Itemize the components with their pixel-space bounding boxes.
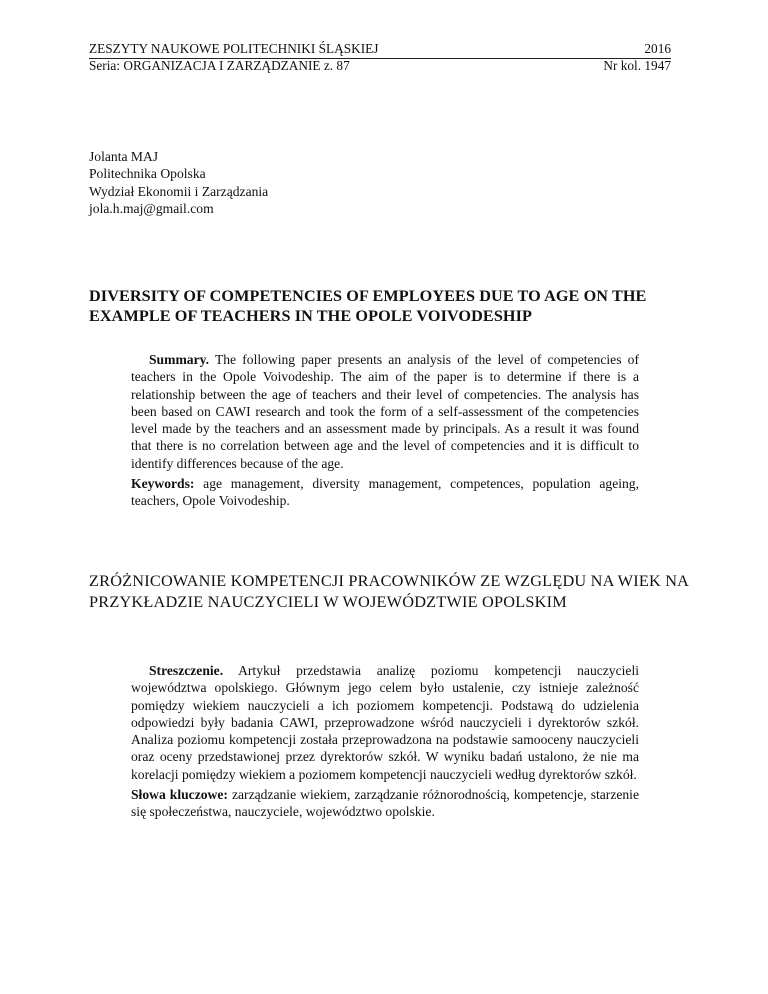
header-row-1 (89, 40, 671, 57)
summary-text: The following paper presents an analysis of the level of competencies of teachers in the Opole Voivodeship. The aim of the paper is to determine if there is a relationship between the age of teachers and their level of competencies. The analysis has been based on CAWI research and took the form of a self-assessment of the competencies level made by the teachers and an assessment made by principals. As a result it was found that there is no correlation between age and the level of competencies and it is difficult to identify differences because of the age. (131, 352, 639, 471)
streszczenie-text: Artykuł przedstawia analizę poziomu kompetencji nauczycieli województwa opolskiego. Głównym jego celem było ustalenie, czy istnieje zależność pomiędzy wiekiem nauczycieli a ich poziomem kompetencji. Podstawą do udzielenia odpowiedzi były badania CAWI, przeprowadzone wśród nauczycieli i dyrektorów szkół. Analiza poziomu kompetencji została przeprowadzona na podstawie samooceny nauczycieli oraz oceny przedstawionej przez dyrektorów szkół. W wyniku badań ustalono, że nie ma korelacji pomiędzy wiekiem a poziomem kompetencji nauczycieli według dyrektorów szkół. (131, 663, 639, 782)
slowa-kluczowe-text: zarządzanie wiekiem, zarządzanie różnorodnością, kompetencje, starzenie się społeczeństwa, nauczyciele, województwo opolskie. (131, 787, 639, 820)
streszczenie-block (131, 662, 639, 821)
author-name: Jolanta MAJ (89, 149, 159, 164)
running-header (89, 40, 671, 74)
author-email: jola.h.maj@gmail.com (89, 200, 214, 216)
series-name: Seria: ORGANIZACJA I ZARZĄDZANIE z. 87 (89, 58, 350, 73)
slowa-kluczowe-label: Słowa kluczowe: (131, 787, 228, 803)
streszczenie-label: Streszczenie. (149, 663, 224, 678)
keywords-label: Keywords: (131, 476, 195, 492)
journal-name: ZESZYTY NAUKOWE POLITECHNIKI ŚLĄSKIEJ (89, 41, 379, 56)
keywords-paragraph (131, 475, 639, 510)
author-faculty: Wydział Ekonomii i Zarządzania (89, 183, 269, 199)
header-row-2 (89, 57, 671, 74)
author-block (89, 148, 268, 217)
streszczenie-paragraph (131, 662, 639, 783)
title-english: DIVERSITY OF COMPETENCIES OF EMPLOYEES DUE TO AGE ON THE EXAMPLE OF TEACHERS IN THE OPOLE VOIVODESHIP (89, 287, 647, 325)
slowa-kluczowe-paragraph (131, 786, 639, 821)
summary-block (131, 351, 639, 510)
publication-year: 2016 (644, 41, 671, 56)
title-polish: ZRÓŻNICOWANIE KOMPETENCJI PRACOWNIKÓW ZE WZGLĘDU NA WIEK NA PRZYKŁADZIE NAUCZYCIELI W WOJEWÓDZTWIE OPOLSKIM (89, 571, 689, 611)
summary-label: Summary. (149, 352, 210, 367)
author-university: Politechnika Opolska (89, 166, 206, 182)
header-divider (89, 58, 671, 59)
summary-paragraph (131, 351, 639, 472)
issue-number: Nr kol. 1947 (603, 58, 671, 73)
keywords-text: age management, diversity management, competences, population ageing, teachers, Opole Voivodeship. (131, 476, 639, 509)
